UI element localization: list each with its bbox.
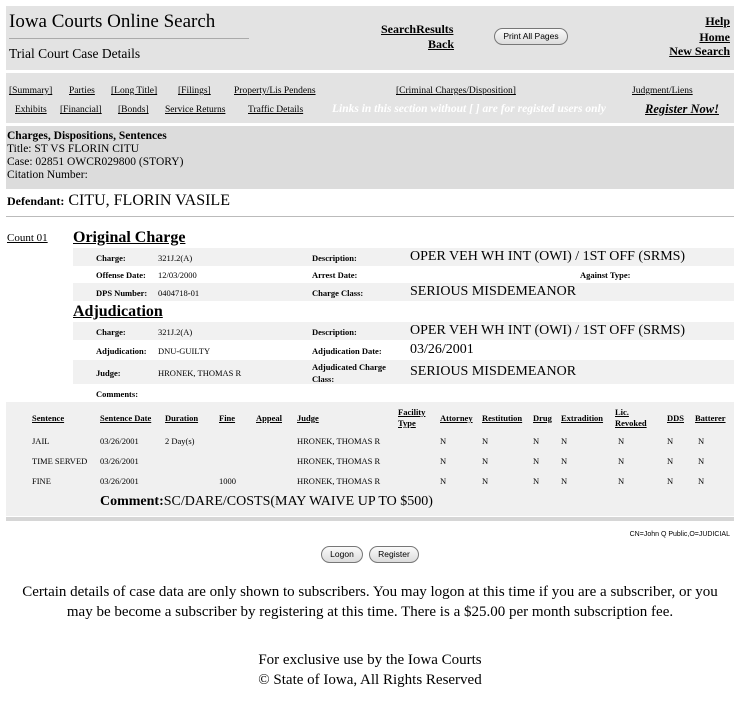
back-link[interactable]: Back	[428, 37, 455, 51]
section-nav	[6, 73, 734, 123]
col-lic-line1: Lic.	[615, 407, 629, 417]
adj-class-label-line1: Adjudicated Charge	[312, 362, 386, 372]
col-appeal: Appeal	[256, 413, 282, 423]
cell-lic: N	[618, 456, 625, 466]
adjudication-heading: Adjudication	[73, 303, 163, 320]
adjudication-date-label: Adjudication Date:	[312, 346, 382, 356]
nav-filings[interactable]: [Filings]	[178, 86, 211, 96]
cell-batterer: N	[698, 436, 705, 446]
comments-label: Comments:	[96, 389, 139, 399]
cell-attorney: N	[440, 456, 447, 466]
nav-service-returns[interactable]: Service Returns	[165, 105, 226, 115]
cell-attorney: N	[440, 436, 447, 446]
nav-summary[interactable]: [Summary]	[9, 86, 53, 96]
cell-extradition: N	[561, 456, 568, 466]
judge-label: Judge:	[96, 368, 121, 378]
cell-sentence: JAIL	[32, 436, 50, 446]
cell-extradition: N	[561, 476, 568, 486]
citation-number: Citation Number:	[7, 169, 88, 181]
case-number: Case: 02851 OWCR029800 (STORY)	[7, 156, 184, 168]
cell-extradition: N	[561, 436, 568, 446]
nav-parties[interactable]: Parties	[69, 86, 95, 96]
col-sentence-date: Sentence Date	[100, 413, 152, 423]
cell-restitution: N	[482, 476, 489, 486]
col-restitution: Restitution	[482, 413, 523, 423]
footer-line-1: For exclusive use by the Iowa Courts	[258, 652, 482, 668]
adjudication-label: Adjudication:	[96, 346, 147, 356]
case-info-panel	[6, 126, 734, 189]
cell-drug: N	[533, 436, 540, 446]
register-button[interactable]: Register	[369, 546, 419, 563]
against-type-label: Against Type:	[580, 270, 631, 280]
nav-traffic-details[interactable]: Traffic Details	[248, 105, 304, 115]
subscription-notice: Certain details of case data are only shown to subscribers. You may logon at this time if you are a subscriber, or you may be become a subscriber by registering at this time. There is a $25.00 per month subscription fee.	[22, 584, 718, 620]
cell-restitution: N	[482, 456, 489, 466]
judge-name: HRONEK, THOMAS R	[158, 368, 242, 378]
charge-class: SERIOUS MISDEMEANOR	[410, 284, 577, 299]
cell-sentence: TIME SERVED	[32, 456, 88, 466]
col-attorney: Attorney	[440, 413, 473, 423]
cell-restitution: N	[482, 436, 489, 446]
home-link[interactable]: Home	[699, 30, 730, 44]
cell-judge: HRONEK, THOMAS R	[297, 476, 381, 486]
dps-number: 0404718-01	[158, 288, 200, 298]
col-batterer: Batterer	[695, 413, 726, 423]
cell-judge: HRONEK, THOMAS R	[297, 436, 381, 446]
new-search-link[interactable]: New Search	[669, 44, 730, 58]
col-drug: Drug	[533, 413, 552, 423]
adj-charge-label: Charge:	[96, 327, 126, 337]
comment-label: Comment:	[100, 494, 164, 509]
search-results-link[interactable]: SearchResults	[381, 22, 454, 36]
defendant-name: CITU, FLORIN VASILE	[68, 192, 230, 209]
col-dds: DDS	[667, 413, 685, 423]
nav-property-lis-pendens[interactable]: Property/Lis Pendens	[234, 86, 316, 96]
dps-number-label: DPS Number:	[96, 288, 148, 298]
charge-description: OPER VEH WH INT (OWI) / 1ST OFF (SRMS)	[410, 249, 686, 264]
sentence-comment	[100, 494, 433, 510]
col-fine: Fine	[219, 413, 236, 423]
defendant-label: Defendant:	[7, 194, 65, 208]
nav-exhibits[interactable]: Exhibits	[15, 105, 47, 115]
col-judge: Judge	[297, 413, 319, 423]
description-label: Description:	[312, 253, 357, 263]
adj-charge-class: SERIOUS MISDEMEANOR	[410, 364, 577, 379]
count-link[interactable]: Count 01	[7, 232, 48, 244]
charge-code: 321J.2(A)	[158, 253, 193, 263]
nav-long-title[interactable]: [Long Title]	[111, 86, 158, 96]
nav-criminal-charges[interactable]: [Criminal Charges/Disposition]	[396, 86, 516, 96]
footer-copyright: © State of Iowa, All Rights Reserved	[258, 672, 482, 688]
page-subtitle: Trial Court Case Details	[9, 46, 141, 61]
comment-text: SC/DARE/COSTS(MAY WAIVE UP TO $500)	[163, 494, 433, 509]
section-heading: Charges, Dispositions, Sentences	[7, 130, 167, 142]
title-divider	[9, 38, 249, 39]
user-identity: CN=John Q Public,O=JUDICIAL	[629, 531, 730, 538]
case-title: Title: ST VS FLORIN CITU	[7, 143, 140, 155]
logon-button[interactable]: Logon	[321, 546, 363, 563]
registered-users-note: Links in this section without [ ] are for registed users only	[332, 103, 606, 115]
cell-sentence: FINE	[32, 476, 51, 486]
table-bottom-divider	[6, 517, 734, 521]
defendant-divider	[6, 216, 734, 217]
cell-drug: N	[533, 456, 540, 466]
cell-date: 03/26/2001	[100, 476, 139, 486]
adj-class-label-line2: Class:	[312, 374, 335, 384]
nav-judgment-liens[interactable]: Judgment/Liens	[632, 86, 693, 96]
charge-class-label: Charge Class:	[312, 288, 364, 298]
adj-description: OPER VEH WH INT (OWI) / 1ST OFF (SRMS)	[410, 323, 686, 338]
adj-description-label: Description:	[312, 327, 357, 337]
cell-date: 03/26/2001	[100, 436, 139, 446]
arrest-date-label: Arrest Date:	[312, 270, 358, 280]
cell-dds: N	[667, 436, 674, 446]
cell-dds: N	[667, 456, 674, 466]
col-extradition: Extradition	[561, 413, 604, 423]
cell-drug: N	[533, 476, 540, 486]
adj-charge-code: 321J.2(A)	[158, 327, 193, 337]
cell-batterer: N	[698, 476, 705, 486]
cell-lic: N	[618, 476, 625, 486]
cell-judge: HRONEK, THOMAS R	[297, 456, 381, 466]
print-all-pages-button[interactable]: Print All Pages	[494, 28, 568, 45]
adjudication-date: 03/26/2001	[410, 342, 474, 357]
sentence-table	[6, 402, 734, 516]
cell-dds: N	[667, 476, 674, 486]
cell-batterer: N	[698, 456, 705, 466]
help-link[interactable]: Help	[705, 14, 730, 28]
col-facility-line2: Type	[398, 418, 416, 428]
offense-date: 12/03/2000	[158, 270, 197, 280]
cell-fine: 1000	[219, 476, 236, 486]
cell-duration: 2 Day(s)	[165, 436, 195, 446]
header-bar	[6, 6, 734, 70]
app-title: Iowa Courts Online Search	[9, 11, 216, 32]
cell-lic: N	[618, 436, 625, 446]
nav-financial[interactable]: [Financial]	[60, 105, 102, 115]
original-charge-heading: Original Charge	[73, 229, 186, 246]
defendant-row	[7, 192, 230, 210]
offense-date-label: Offense Date:	[96, 270, 146, 280]
cell-attorney: N	[440, 476, 447, 486]
nav-bonds[interactable]: [Bonds]	[118, 105, 149, 115]
register-now-link[interactable]: Register Now!	[645, 102, 719, 116]
charge-label: Charge:	[96, 253, 126, 263]
col-duration: Duration	[165, 413, 199, 423]
col-facility-line1: Facility	[398, 407, 426, 417]
col-lic-line2: Revoked	[615, 418, 647, 428]
adjudication-value: DNU-GUILTY	[158, 346, 211, 356]
col-sentence: Sentence	[32, 413, 65, 423]
cell-date: 03/26/2001	[100, 456, 139, 466]
